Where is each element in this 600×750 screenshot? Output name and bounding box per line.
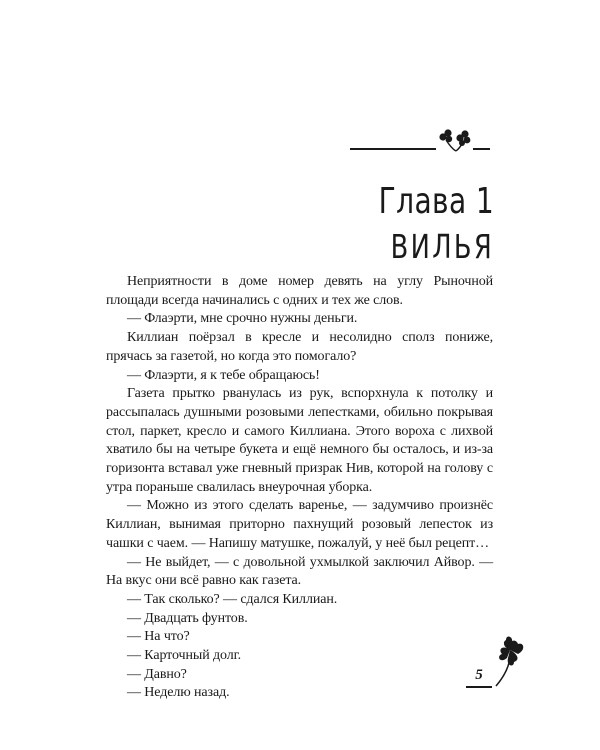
- chapter-heading: [378, 182, 494, 268]
- paragraph: Неприятности в доме номер девять на углу Рыночной площади всегда начинались с одних и тех же слов.: [106, 274, 493, 308]
- paragraph: — Так сколько? — сдался Киллиан.: [127, 591, 338, 607]
- paragraph: — Неделю назад.: [127, 685, 230, 701]
- ornament-rule-right: [473, 148, 490, 150]
- ornament-rule-left: [350, 148, 436, 150]
- paragraph: — Можно из этого сделать варенье, — задумчиво произнёс Киллиан, вынимая приторно пахнущий розовый лепесток из чашки с чаем. — Напишу матушке, пожалуй, у неё был рецепт…: [106, 498, 493, 551]
- paragraph: — Двадцать фунтов.: [127, 610, 248, 626]
- paragraph: Киллиан поёрзал в кресле и несолидно сполз пониже, прячась за газетой, но когда это помогало?: [106, 330, 493, 364]
- paragraph: — Флаэрти, мне срочно нужны деньги.: [127, 311, 358, 327]
- paragraph: — Давно?: [127, 666, 187, 682]
- clover-ornament-icon: [438, 127, 472, 153]
- page-footer: [466, 630, 536, 690]
- chapter-body: [106, 273, 493, 703]
- paragraph: — Карточный долг.: [127, 648, 242, 664]
- chapter-ornament: [350, 127, 490, 153]
- page-number-rule: [466, 686, 492, 688]
- page-number: 5: [475, 667, 483, 683]
- paragraph: — Не выйдет, — с довольной ухмылкой заключил Айвор. — На вкус они всё равно как газета.: [106, 554, 493, 589]
- paragraph: — На что?: [127, 629, 190, 645]
- paragraph: Газета прытко рванулась из рук, вспорхнула к потолку и рассыпалась душными розовыми лепестками, обильно покрывая стол, паркет, кресло и самого Киллиана. Этого вороха с лихвой хватило бы на четыре букета и ещё немного бы осталось, и из-за горизонта вставал уже гневный призрак Нив, которой на голову с утра пораньше свалилась внеурочная уборка.: [106, 386, 493, 495]
- chapter-number: Глава 1: [378, 181, 494, 222]
- four-leaf-clover-icon: [490, 630, 530, 690]
- paragraph: — Флаэрти, я к тебе обращаюсь!: [127, 367, 320, 383]
- chapter-title: ВИЛЬЯ: [390, 227, 494, 266]
